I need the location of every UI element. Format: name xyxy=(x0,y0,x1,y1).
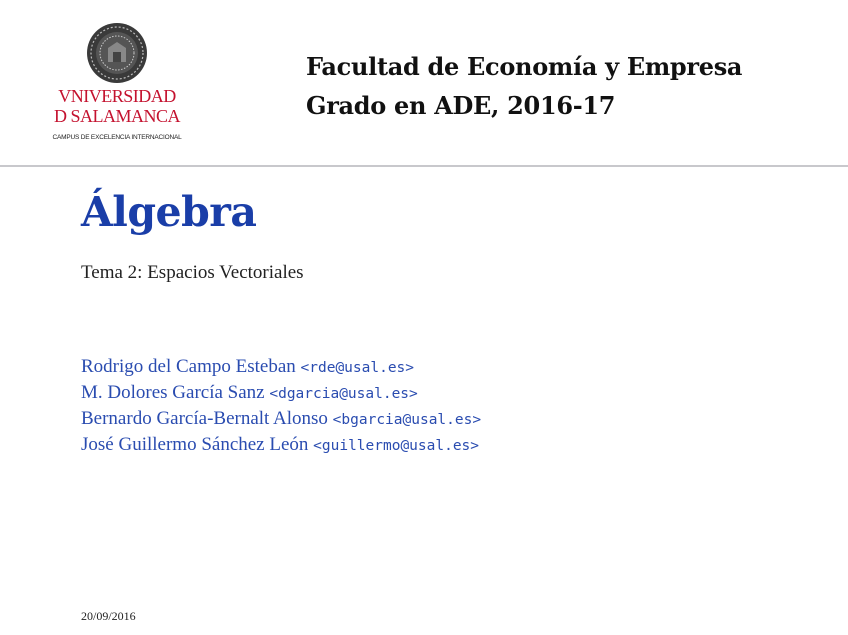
author-email-link[interactable]: <bgarcia@usal.es> xyxy=(332,412,482,428)
header-divider xyxy=(0,165,848,167)
logo-text-line2: D SALAMANCA xyxy=(53,106,180,126)
author-entry xyxy=(81,434,481,460)
faculty-name: Facultad de Economía y Empresa xyxy=(306,52,743,81)
slide-title: Álgebra xyxy=(81,188,257,236)
logo-tagline: CAMPUS DE EXCELENCIA INTERNACIONAL xyxy=(52,134,182,141)
slide-date: 20/09/2016 xyxy=(81,609,136,623)
author-name: M. Dolores García Sanz xyxy=(81,382,265,403)
author-entry xyxy=(81,356,481,382)
author-email-link[interactable]: <guillermo@usal.es> xyxy=(313,438,480,454)
degree-name: Grado en ADE, 2016-17 xyxy=(306,91,616,120)
author-email-link[interactable]: <rde@usal.es> xyxy=(300,360,415,376)
slide-header xyxy=(0,0,848,166)
slide-subtitle: Tema 2: Espacios Vectoriales xyxy=(81,262,304,283)
university-seal-icon xyxy=(86,22,148,84)
author-email-link[interactable]: <dgarcia@usal.es> xyxy=(269,386,418,402)
university-logo xyxy=(36,22,198,146)
author-entry xyxy=(81,408,481,434)
author-entry xyxy=(81,382,481,408)
logo-text-line1: VNIVERSIDAD xyxy=(58,86,176,106)
author-name: Rodrigo del Campo Esteban xyxy=(81,356,296,377)
author-name: Bernardo García-Bernalt Alonso xyxy=(81,408,328,429)
author-list xyxy=(81,356,481,460)
author-name: José Guillermo Sánchez León xyxy=(81,434,309,455)
